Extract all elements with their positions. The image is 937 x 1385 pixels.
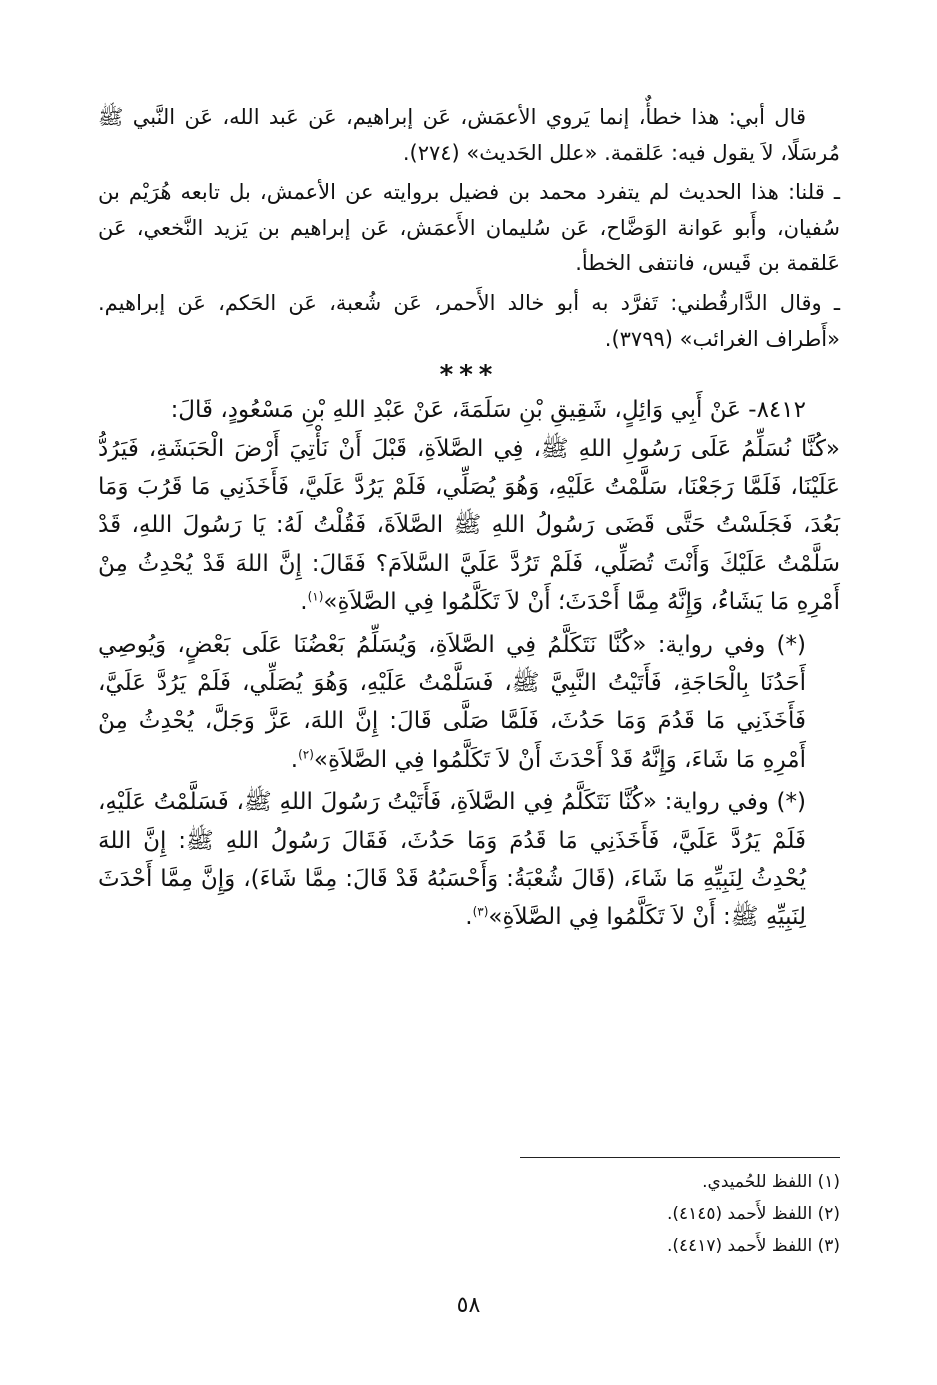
intro-paragraph-3	[98, 286, 840, 357]
footnote-3: (٣) اللفظ لأَحمد (٤٤١٧).	[666, 1236, 840, 1256]
footnote-ref-2[interactable]: (٢)	[298, 747, 314, 762]
page-body	[98, 100, 840, 941]
riwaya-2-body: (*) وفي رواية: «كُنَّا نَتَكَلَّمُ فِي الصَّلاَةِ، فَأَتَيْتُ رَسُولَ اللهِ ﷺ، فَسَلَّمْتُ عَلَيْهِ، فَلَمْ يَرُدَّ عَلَيَّ، فَأَخَذَنِي مَا قَدُمَ وَمَا حَدُثَ، فَقَالَ رَسُولُ اللهِ ﷺ: إِنَّ اللهَ يُحْدِثُ لِنَبِيِّهِ مَا شَاءَ، (قَالَ شُعْبَةُ: وَأَحْسَبُهُ قَدْ قَالَ: مِمَّا شَاءَ)، وَإِنَّ مِمَّا أَحْدَثَ لِنَبِيِّهِ ﷺ: أَنْ لاَ تَكَلَّمُوا فِي الصَّلاَةِ»	[98, 789, 806, 931]
hadith-main-text	[98, 430, 840, 622]
intro-paragraph-3-text: ـ وقال الدَّارقُطني: تَفرَّد به أبو خالد الأَحمر، عَن شُعبة، عَن الحَكم، عَن إبراهيم. «أَطراف الغرائب» (٣٧٩٩).	[98, 290, 840, 351]
intro-paragraph-1	[98, 100, 840, 171]
footnote-1: (١) اللفظ للحُميدي.	[702, 1172, 840, 1192]
page-number: ٥٨	[456, 1293, 481, 1318]
footnotes	[98, 1166, 842, 1262]
hadith-main-body: «كُنَّا نُسَلِّمُ عَلَى رَسُولِ اللهِ ﷺ، فِي الصَّلاَةِ، قَبْلَ أَنْ نَأْتِيَ أَرْضَ الْحَبَشَةِ، فَيَرُدُّ عَلَيْنَا، فَلَمَّا رَجَعْنَا، سَلَّمْتُ عَلَيْهِ، وَهُوَ يُصَلِّي، فَلَمْ يَرُدَّ عَلَيَّ، فَأَخَذَنِي مَا قَرُبَ وَمَا بَعُدَ، فَجَلَسْتُ حَتَّى قَضَى رَسُولُ اللهِ ﷺ الصَّلاَةَ، فَقُلْتُ لَهُ: يَا رَسُولَ اللهِ، قَدْ سَلَّمْتُ عَلَيْكَ وَأَنْتَ تُصَلِّي، فَلَمْ تَرُدَّ عَلَيَّ السَّلاَمَ؟ فَقَالَ: إِنَّ اللهَ قَدْ يُحْدِثُ مِنْ أَمْرِهِ مَا يَشَاءُ، وَإِنَّهُ مِمَّا أَحْدَثَ؛ أَنْ لاَ تَكَلَّمُوا فِي الصَّلاَةِ»	[98, 435, 840, 616]
footnote-ref-1[interactable]: (١)	[307, 589, 324, 604]
footnote-ref-3[interactable]: (٣)	[472, 904, 489, 919]
intro-paragraph-2	[98, 175, 840, 282]
riwaya-2	[98, 783, 840, 937]
intro-paragraph-1-text: قال أبي: هذا خطأٌ، إنما يَروي الأعمَش، عَن إبراهيم، عَن عَبد الله، عَن النَّبي ﷺ مُرسَلًا، لاَ يقول فيه: عَلقمة. «علل الحَديث» (٢٧٤).	[98, 105, 840, 165]
riwaya-2-end: .	[465, 904, 473, 931]
riwaya-1	[98, 626, 840, 780]
hadith-main-end: .	[300, 589, 308, 616]
riwaya-1-body: (*) وفي رواية: «كُنَّا نَتَكَلَّمُ فِي الصَّلاَةِ، وَيُسَلِّمُ بَعْضُنَا عَلَى بَعْضٍ، وَيُوصِي أَحَدُنَا بِالْحَاجَةِ، فَأَتَيْتُ النَّبِيَّ ﷺ، فَسَلَّمْتُ عَلَيْهِ، وَهُوَ يُصَلِّي، فَلَمْ يَرُدَّ عَلَيَّ، فَأَخَذَنِي مَا قَدُمَ وَمَا حَدُثَ، فَلَمَّا صَلَّى قَالَ: إِنَّ اللهَ، عَزَّ وَجَلَّ، يُحْدِثُ مِنْ أَمْرِهِ مَا شَاءَ، وَإِنَّهُ قَدْ أَحْدَثَ أَنْ لاَ تَكَلَّمُوا فِي الصَّلاَةِ»	[98, 631, 806, 773]
section-separator: ***	[439, 360, 499, 391]
intro-paragraph-2-text: ـ قلنا: هذا الحديث لم يتفرد محمد بن فضيل بروايته عن الأعمش، بل تابعه هُرَيْم بن سُفيان، وأَبو عَوانة الوَضَّاح، عَن سُليمان الأَعمَش، عَن إبراهيم بن يَزيد النَّخعي، عَن عَلقمة بن قَيس، فانتفى الخطأ.	[98, 180, 840, 276]
footnote-2: (٢) اللفظ لأَحمد (٤١٤٥).	[666, 1204, 840, 1224]
riwaya-1-end: .	[290, 746, 299, 773]
footnote-divider	[520, 1157, 840, 1158]
hadith-heading: ٨٤١٢- عَنْ أَبِي وَائِلٍ، شَقِيقِ بْنِ سَلَمَةَ، عَنْ عَبْدِ اللهِ بْنِ مَسْعُودٍ، قَالَ:	[170, 397, 806, 424]
